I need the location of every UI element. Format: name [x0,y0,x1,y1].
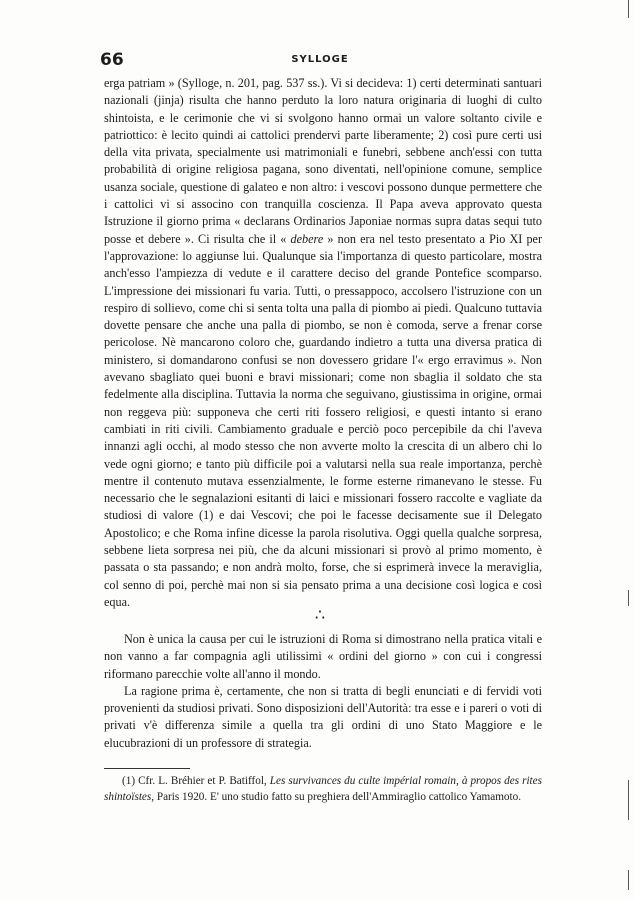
page-number: 66 [100,50,124,70]
page-edge-mark [628,0,629,18]
emphasis: debere [290,231,324,246]
footnote [104,773,542,805]
footnote-rule [104,768,190,769]
page-edge-mark [628,590,629,606]
main-text [104,75,542,611]
paragraph-text: » non era nel testo presentato a Pio XI per l'approvazione: lo aggiunse lui. Qualunque sia l'importanza di questo particolare, mostra anch'esso l'ampiezza di vedute e il carattere deciso del grande Pontefice scomparso. L'impressione dei missionari fu varia. Tutti, o pressappoco, accolsero l'istruzione con un respiro di sollievo, come chi si senta tolta una palla di piombo ai piedi. Qualcuno tuttavia dovette pensare che anche una palla di piombo, se non è comoda, serve a frenar corse pericolose. Nè mancarono coloro che, guardando indietro a tutta una diversa pratica di ministero, si domandarono confusi se non dovessero gridare l'« ergo erravimus ». Non avevano sbagliato quei buoni e bravi missionari; come non sbaglia il soldato che sta fedelmente alla disciplina. Tuttavia la norma che seguivano, giustissima in origine, ormai non reggeva più: supponeva che certi riti fossero religiosi, e questi intanto si erano cambiati in riti civili. Cambiamento graduale e perciò poco percepibile da chi l'aveva innanzi agli occhi, al modo stesso che non avverte molto la crescita di un albero chi lo vede ogni giorno; e tanto più difficile poi a valutarsi nella sua reale importanza, perchè mentre il contenuto mutava essenzialmente, le forme esterne rimanevano le stesse. Fu necessario che le segnalazioni esitanti di laici e missionari fossero raccolte e vagliate da studiosi di valore (1) e dai Vescovi; che poi le facesse decisamente sue il Delegato Apostolico; e che Roma infine dicesse la parola risolutiva. Oggi quella qualche sorpresa, sebbene lieta sorpresa nei più, che da alcuni missionari si provò al primo momento, è passata o sta passando; e non andrà molto, forse, che si esprimerà invece la meraviglia, col senno di poi, perchè mai non si sia pensato prima a una decisione così logica e così equa. [104,231,543,609]
footnote-lead: (1) Cfr. L. Bréhier et P. Batiffol, [122,775,267,787]
section-two [104,631,542,752]
page-header [100,50,540,74]
paragraph: La ragione prima è, certamente, che non si tratta di begli enunciati e di fervidi voti provenienti da studiosi privati. Sono disposizioni dell'Autorità: tra esse e i pareri o voti di privati v'è differenza simile a quella tra gli ordini di uno Stato Maggiore e le elucubrazioni di un professore di strategia. [104,683,542,750]
paragraph: Non è unica la causa per cui le istruzioni di Roma si dimostrano nella pratica vitali e non vanno a far compagnia agli utilissimi « ordini del giorno » con cui i congressi riformano parecchie volte all'anno il mondo. [104,632,542,681]
section-separator-icon: ∴ [314,605,326,624]
paragraph [104,75,542,611]
page-edge-mark [628,780,629,820]
running-title: SYLLOGE [291,54,349,65]
footnote-tail: , Paris 1920. E' uno studio fatto su preghiera dell'Ammiraglio cattolico Yamamoto. [151,791,521,803]
footnote-title: Les survivances du culte impérial romain, à propos des rites shintoïstes [104,775,542,803]
paragraph-text: erga patriam » (Sylloge, n. 201, pag. 537 ss.). Vi si decideva: 1) certi determinati santuari nazionali (jinja) risulta che hanno perduto la loro natura originaria di luoghi di culto shintoista, e le cerimonie che vi si svolgono hanno ormai un valore soltanto civile e patriottico: è lecito quindi ai cattolici prendervi parte liberamente; 2) così pure certi usi della vita privata, specialmente usi matrimoniali e funebri, sebbene anch'essi con tutta probabilità di origine religiosa pagana, sono diventati, nell'opinione comune, semplice usanza sociale, questione di galateo e non altro: i vescovi possono dunque permettere che i cattolici vi si associno con tranquilla coscienza. Il Papa aveva approvato questa Istruzione il giorno prima « declarans Ordinarios Japoniae normas supra datas sequi tuto posse et debere ». Ci risulta che il « [104,76,542,246]
page-edge-mark [628,870,629,890]
